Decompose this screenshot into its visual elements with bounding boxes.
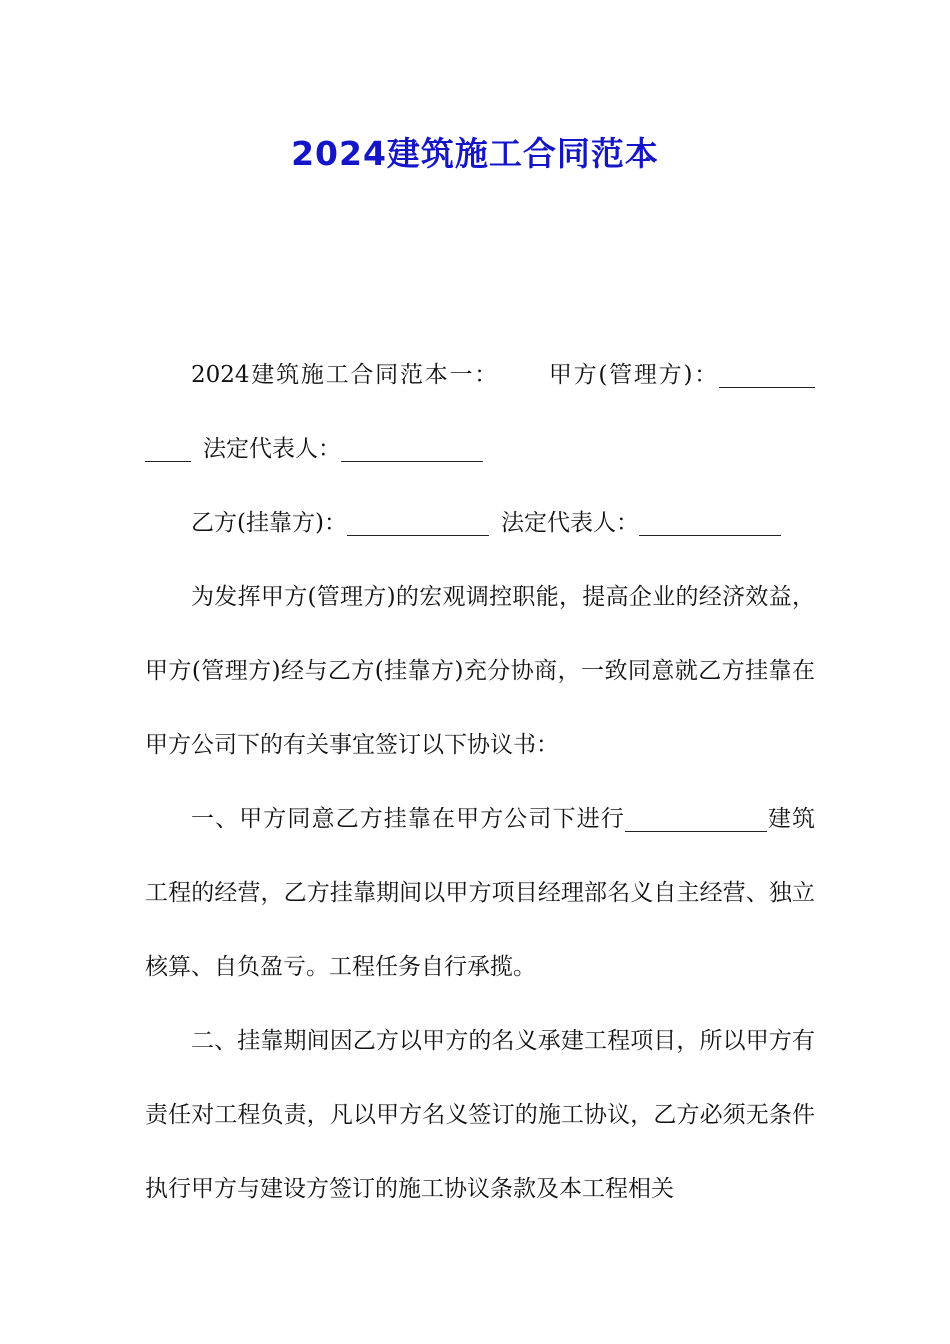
party-a-label: 甲方(管理方)： xyxy=(547,362,719,388)
party-a-blank-continued[interactable] xyxy=(145,435,191,461)
paragraph-parties-a xyxy=(145,338,815,486)
paragraph-clause-1 xyxy=(145,782,815,1004)
party-b-rep-label: 法定代表人： xyxy=(500,510,639,536)
party-b-rep-blank[interactable] xyxy=(639,509,781,535)
document-body xyxy=(145,338,815,1226)
paragraph-preamble: 为发挥甲方(管理方)的宏观调控职能，提高企业的经济效益，甲方(管理方)经与乙方(挂靠方)充分协商，一致同意就乙方挂靠在甲方公司下的有关事宜签订以下协议书： xyxy=(145,584,815,758)
document-title: 2024建筑施工合同范本 xyxy=(291,134,659,173)
project-type-blank[interactable] xyxy=(625,805,767,831)
party-a-rep-label: 法定代表人： xyxy=(203,436,341,462)
party-b-label: 乙方(挂靠方)： xyxy=(191,510,347,536)
party-a-blank[interactable] xyxy=(719,361,815,387)
clause-1-text-start: 一、甲方同意乙方挂靠在甲方公司下进行 xyxy=(191,806,625,832)
clause-1-text-end: 建筑工程的经营，乙方挂靠期间以甲方项目经理部名义自主经营、独立核算、自负盈亏。工程任务自行承揽。 xyxy=(145,806,816,980)
contract-heading: 2024建筑施工合同范本一： xyxy=(191,362,500,388)
paragraph-clause-2: 二、挂靠期间因乙方以甲方的名义承建工程项目，所以甲方有责任对工程负责，凡以甲方名义签订的施工协议，乙方必须无条件执行甲方与建设方签订的施工协议条款及本工程相关 xyxy=(145,1028,815,1202)
party-a-rep-blank[interactable] xyxy=(341,435,483,461)
party-b-blank[interactable] xyxy=(347,509,489,535)
paragraph-party-b xyxy=(145,486,815,560)
